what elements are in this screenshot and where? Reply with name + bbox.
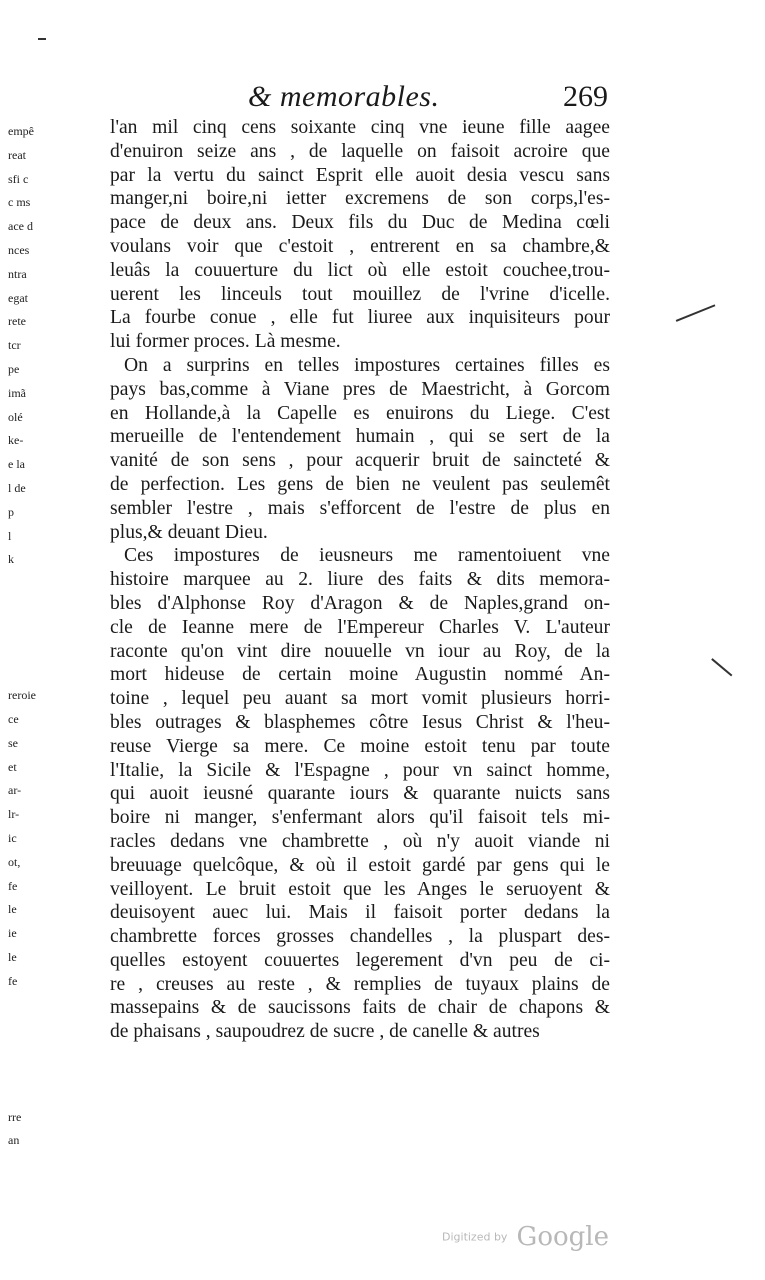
gutter-fragment: tcr	[8, 338, 21, 353]
text-line: re , creuses au reste , & remplies de tuyaux plains de	[110, 973, 610, 995]
gutter-fragment: l	[8, 528, 12, 543]
gutter-fragment: ke-	[8, 433, 24, 448]
facing-page-gutter	[8, 120, 42, 1153]
gutter-fragment: ar-	[8, 783, 22, 798]
gutter-fragment: reroie	[8, 688, 36, 703]
digitized-watermark	[442, 1222, 609, 1252]
gutter-fragment: k	[8, 552, 14, 567]
page-number: 269	[563, 80, 608, 113]
gutter-fragment: p	[8, 504, 14, 519]
gutter-gap	[8, 994, 42, 1106]
text-line: breuuage quelcôque, & où il estoit gardé par gens qui le	[110, 854, 610, 876]
text-line: l'Italie, la Sicile & l'Espagne , pour vn sainct homme,	[110, 759, 610, 781]
text-line: mort hideuse de certain moine Augustin nommé An-	[110, 664, 610, 686]
margin-pen-stroke	[712, 658, 733, 676]
gutter-fragment: ic	[8, 830, 17, 845]
watermark-prefix: Digitized by	[442, 1230, 508, 1244]
margin-pen-stroke	[676, 304, 716, 321]
gutter-fragment: nces	[8, 242, 30, 257]
text-line: chambrette forces grosses chandelles , la pluspart des-	[110, 926, 610, 948]
text-line: boire ni manger, s'enfermant alors qu'il faisoit tels mi-	[110, 807, 610, 829]
text-line: manger,ni boire,ni ietter excremens de son corps,l'es-	[110, 188, 610, 210]
text-line: qui auoit ieusné quarante iours & quarante nuicts sans	[110, 783, 610, 805]
text-line: cle de Ieanne mere de l'Empereur Charles V. L'auteur	[110, 616, 610, 638]
text-line: quelles estoyent couuertes legerement d'vn peu de ci-	[110, 949, 610, 971]
text-line: racles dedans vne chambrette , où n'y auoit viande ni	[110, 830, 610, 852]
text-line: plus,& deuant Dieu.	[110, 521, 268, 543]
text-line: voulans voir que c'estoit , entrerent en sa chambre,&	[110, 235, 610, 257]
text-line: l'an mil cinq cens soixante cinq vne ieune fille aagee	[110, 117, 610, 138]
text-line: deuisoyent auec lui. Mais il faisoit porter dedans la	[110, 902, 610, 924]
gutter-fragment: fe	[8, 878, 18, 893]
gutter-fragment: ce	[8, 711, 19, 726]
gutter-fragment: egat	[8, 290, 28, 305]
text-line: toine , lequel peu auant sa mort vomit plusieurs horri-	[110, 688, 610, 710]
text-line: uerent les linceuls tout mouillez de l'vrine d'icelle.	[110, 283, 610, 305]
text-line: sembler l'estre , mais s'efforcent de l'estre de plus en	[110, 497, 610, 519]
corner-mark	[38, 38, 46, 40]
body-text	[110, 116, 610, 1044]
text-line: vanité de son sens , pour acquerir bruit de saincteté &	[110, 450, 610, 472]
page-header	[248, 78, 608, 118]
gutter-fragment: c ms	[8, 195, 31, 210]
gutter-fragment: rre	[8, 1109, 22, 1124]
text-line: pace de deux ans. Deux fils du Duc de Medina cœli	[110, 212, 610, 234]
text-line: La fourbe conue , elle fut liuree aux inquisiteurs pour	[110, 307, 610, 329]
text-line: veilloyent. Le bruit estoit que les Anges le seruoyent &	[110, 878, 610, 900]
gutter-fragment: le	[8, 949, 17, 964]
google-logo: Google	[516, 1222, 609, 1252]
gutter-fragment: reat	[8, 147, 26, 162]
text-line: de phaisans , saupoudrez de sucre , de canelle & autres	[110, 1021, 540, 1043]
text-line: de perfection. Les gens de bien ne veulent pas seulemêt	[110, 473, 610, 495]
text-line: en Hollande,à la Capelle es enuirons du Liege. C'est	[110, 402, 610, 424]
gutter-fragment: an	[8, 1133, 20, 1148]
gutter-fragment: ntra	[8, 266, 27, 281]
gutter-fragment: ot,	[8, 854, 21, 869]
text-line: massepains & de saucissons faits de chair de chapons &	[110, 997, 610, 1019]
gutter-fragment: ace d	[8, 219, 33, 234]
gutter-fragment: imã	[8, 385, 26, 400]
gutter-gap	[8, 572, 42, 684]
text-line: raconte qu'on vint dire nouuelle vn iour au Roy, de la	[110, 640, 610, 662]
text-line: bles outrages & blasphemes côtre Iesus Christ & l'heu-	[110, 711, 610, 733]
text-line: reuse Vierge sa mere. Ce moine estoit tenu par toute	[110, 735, 610, 757]
gutter-fragment: l de	[8, 480, 26, 495]
gutter-fragment: e la	[8, 457, 25, 472]
text-line: par la vertu du sainct Esprit elle auoit desia vescu sans	[110, 164, 610, 186]
text-line: Ces impostures de ieusneurs me ramentoiuent vne	[124, 545, 610, 567]
text-line: leuâs la couuerture du lict où elle estoit couchee,trou-	[110, 259, 610, 281]
gutter-fragment: fe	[8, 973, 18, 988]
gutter-fragment: olé	[8, 409, 23, 424]
text-line: lui former proces. Là mesme.	[110, 331, 341, 353]
running-title: & memorables.	[248, 80, 440, 113]
gutter-fragment: ie	[8, 926, 17, 941]
gutter-fragment: se	[8, 735, 18, 750]
text-line: bles d'Alphonse Roy d'Aragon & de Naples,grand on-	[110, 592, 610, 614]
text-line: pays bas,comme à Viane pres de Maestricht, à Gorcom	[110, 378, 610, 400]
gutter-fragment: sfi c	[8, 171, 29, 186]
gutter-fragment: et	[8, 759, 17, 774]
text-line: d'enuiron seize ans , de laquelle on faisoit acroire que	[110, 140, 610, 162]
text-line: merueille de l'entendement humain , qui se sert de la	[110, 426, 610, 448]
gutter-fragment: empê	[8, 124, 34, 138]
gutter-fragment: pe	[8, 361, 20, 376]
gutter-fragment: lr-	[8, 807, 20, 822]
gutter-fragment: rete	[8, 314, 26, 329]
gutter-fragment: le	[8, 902, 17, 917]
text-line: histoire marquee au 2. liure des faits & dits memora-	[110, 569, 610, 591]
text-line: On a surprins en telles impostures certaines filles es	[124, 354, 610, 376]
